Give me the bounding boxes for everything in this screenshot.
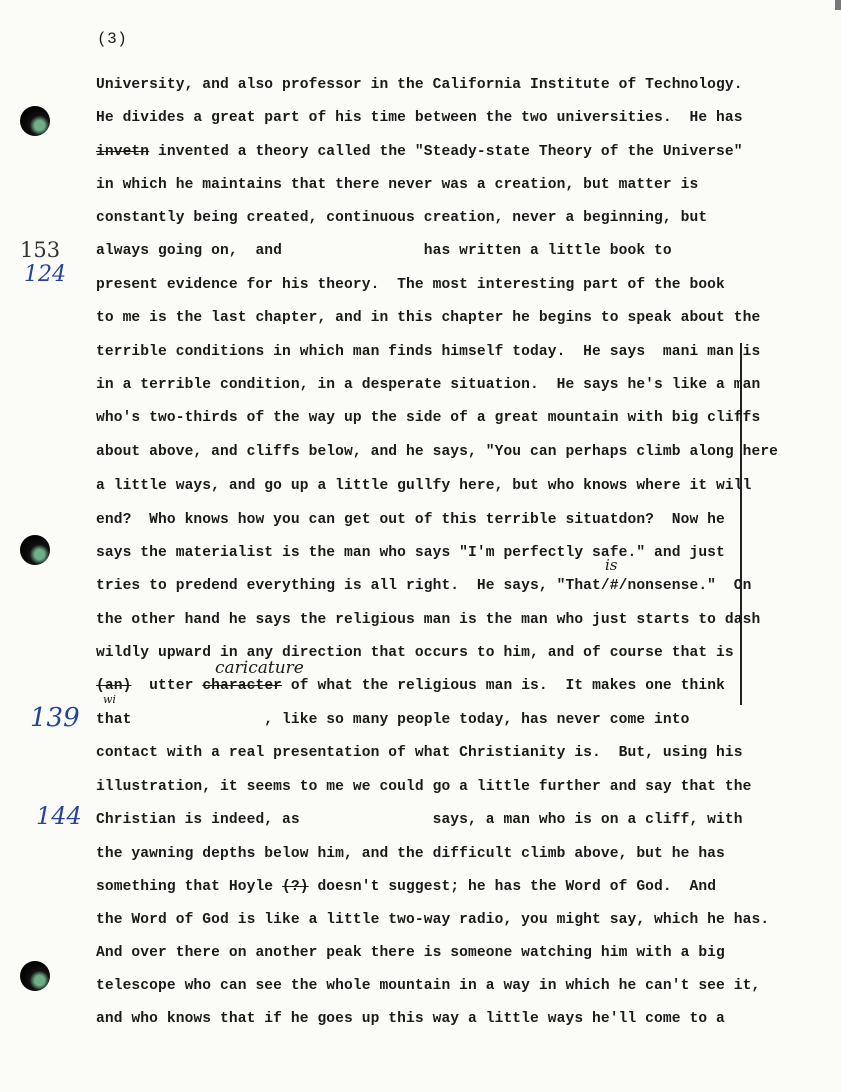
punch-hole (20, 961, 50, 991)
text-line: end? Who knows how you can get out of this terrible situatdon? Now he (96, 512, 725, 528)
text-line: in which he maintains that there never was a creation, but matter is (96, 177, 699, 193)
text-line: wildly upward in any direction that occurs to him, and of course that is (96, 645, 734, 661)
text-line: about above, and cliffs below, and he says, "You can perhaps climb along here (96, 444, 779, 460)
text-line: always going on, and has written a little book to (96, 243, 672, 259)
interlinear-caricature: caricature (215, 658, 304, 678)
struck-word: (an) (96, 678, 132, 694)
margin-rule (740, 343, 742, 705)
text-line: in a terrible condition, in a desperate situation. He says he's like a man (96, 377, 761, 393)
text-line: telescope who can see the whole mountain in a way in which he can't see it, (96, 978, 761, 994)
corner-mark (835, 0, 841, 10)
text-line: And over there on another peak there is someone watching him with a big (96, 945, 725, 961)
line-text: invented a theory called the "Steady-state Theory of the Universe" (149, 144, 743, 160)
interlinear-is: is (605, 556, 618, 574)
text-line: the yawning depths below him, and the difficult climb above, but he has (96, 846, 725, 862)
margin-note-153: 153 (20, 238, 61, 262)
text-line: the other hand he says the religious man is the man who just starts to dash (96, 612, 761, 628)
text-line: terrible conditions in which man finds himself today. He says mani man is (96, 344, 761, 360)
text-line: and who knows that if he goes up this way a little ways he'll come to a (96, 1011, 725, 1027)
text-line: present evidence for his theory. The most interesting part of the book (96, 277, 725, 293)
text-line: He divides a great part of his time between the two universities. He has (96, 110, 743, 126)
margin-note-144: 144 (36, 802, 82, 830)
page-number: (3) (97, 30, 128, 48)
text-line (96, 143, 743, 161)
line-text: doesn't suggest; he has the Word of God. And (308, 879, 717, 895)
struck-word: character (202, 678, 283, 694)
text-line: who's two-thirds of the way up the side of a great mountain with big cliffs (96, 410, 761, 426)
punch-hole (20, 106, 50, 136)
line-text: utter (131, 678, 203, 694)
margin-note-139: 139 (30, 703, 80, 733)
punch-hole (20, 535, 50, 565)
interlinear-mark: wi (103, 693, 116, 706)
text-line: a little ways, and go up a little gullfy here, but who knows where it will (96, 478, 752, 494)
text-line: tries to predend everything is all right. He says, "That/#/nonsense." On (96, 578, 752, 594)
text-line: to me is the last chapter, and in this chapter he begins to speak about the (96, 310, 761, 326)
struck-word: invetn (96, 144, 150, 160)
text-line (96, 677, 725, 695)
text-line: illustration, it seems to me we could go a little further and say that the (96, 779, 752, 795)
text-line: the Word of God is like a little two-way radio, you might say, which he has. (96, 912, 770, 928)
text-line: University, and also professor in the California Institute of Technology. (96, 77, 743, 93)
line-text: something that Hoyle (96, 879, 283, 895)
margin-note-124: 124 (24, 262, 66, 287)
text-line: that , like so many people today, has never come into (96, 712, 690, 728)
struck-word: (?) (282, 879, 309, 895)
text-line: Christian is indeed, as says, a man who is on a cliff, with (96, 812, 743, 828)
text-line (96, 878, 716, 896)
line-text: of what the religious man is. It makes one think (282, 678, 725, 694)
text-line: contact with a real presentation of what Christianity is. But, using his (96, 745, 743, 761)
text-line: constantly being created, continuous creation, never a beginning, but (96, 210, 708, 226)
text-line: says the materialist is the man who says "I'm perfectly safe." and just (96, 545, 725, 561)
